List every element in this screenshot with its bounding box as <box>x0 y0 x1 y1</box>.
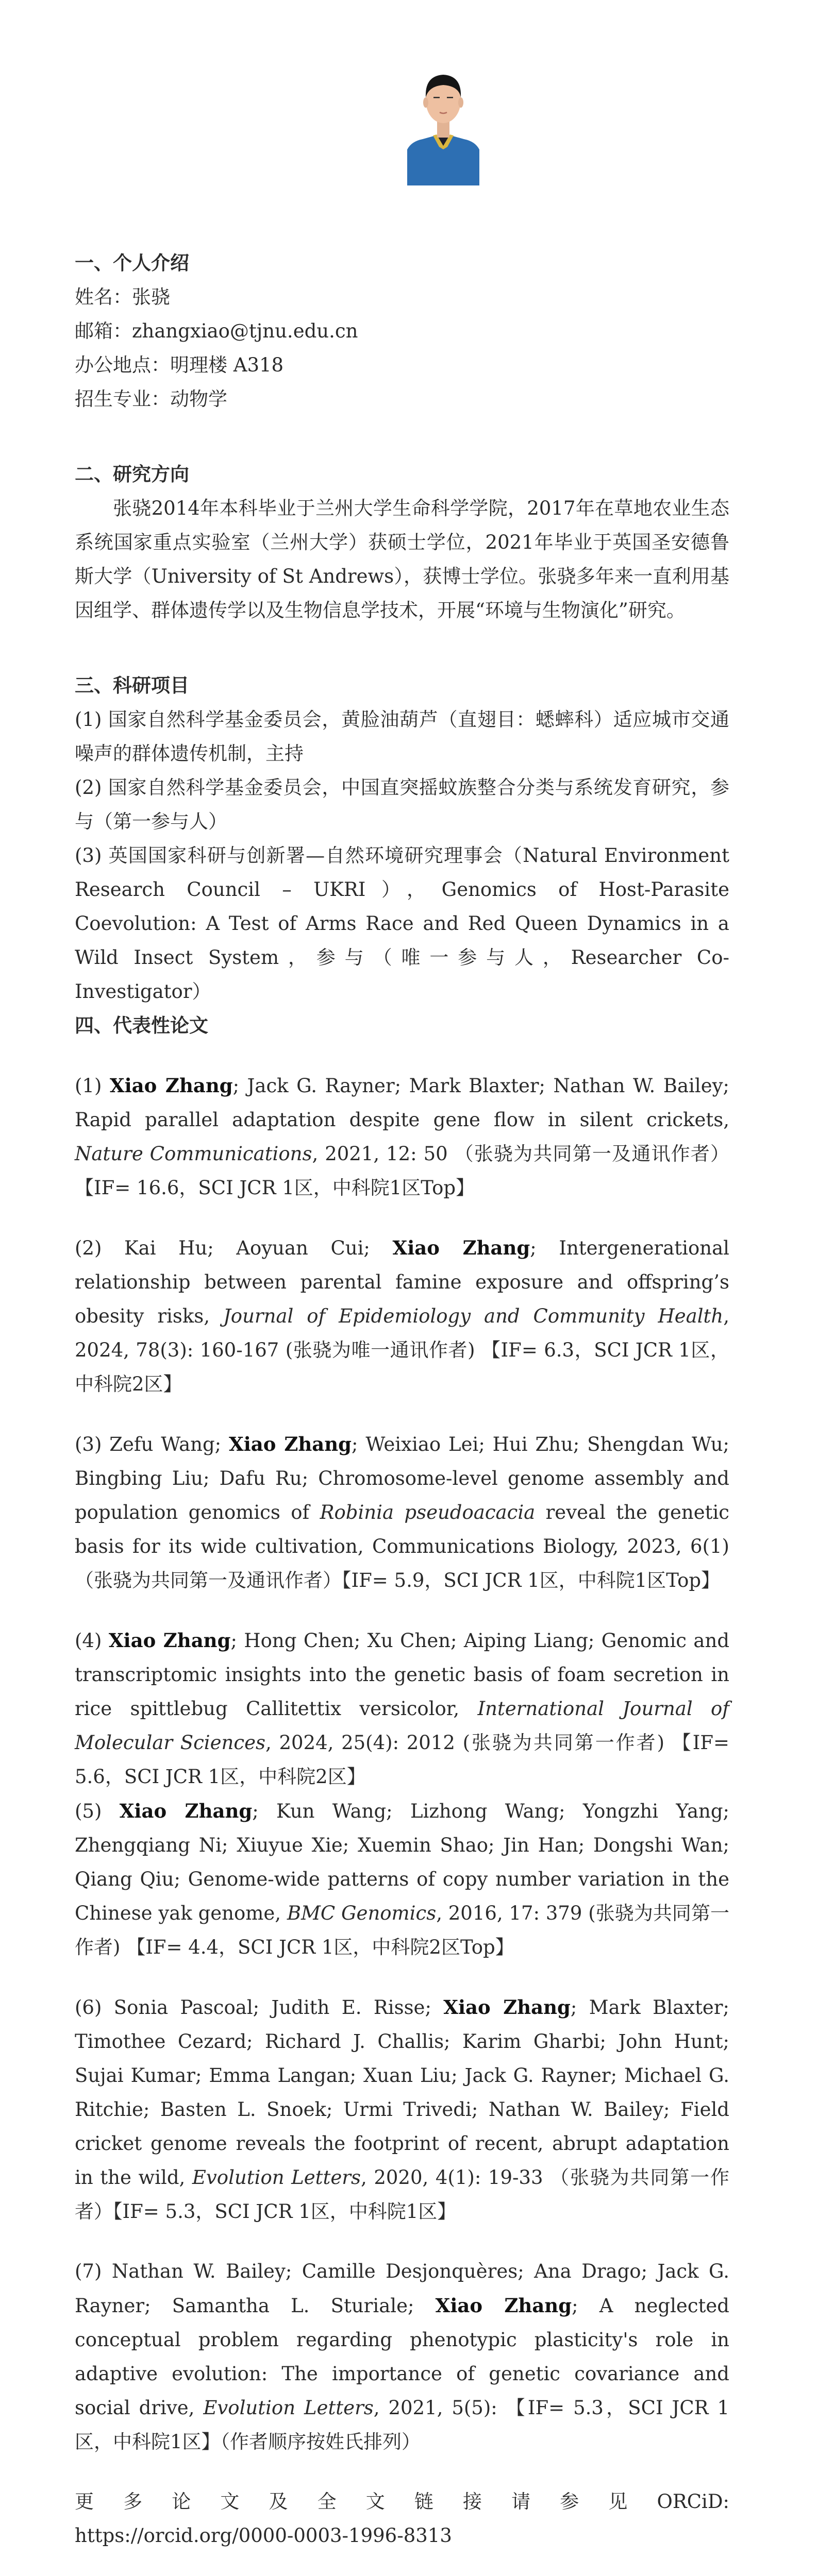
paper-authors-after: ; Kun Wang; Lizhong Wang; Yongzhi Yang; Zhengqiang Ni; Xiuyue Xie; Xuemin Shao; Jin Han; Dongshi Wan; Qiang Qiu; Genome-wide patterns of copy number variation in the Chinese yak genome, <box>75 1800 729 1924</box>
paper-journal: Journal of Epidemiology and Community Health <box>223 1305 724 1327</box>
email-value: zhangxiao@tjnu.edu.cn <box>132 320 358 342</box>
paper-journal: International Journal of Molecular Sciences <box>75 1698 730 1754</box>
name-row <box>75 280 729 314</box>
paper-self-author: Xiao Zhang <box>228 1433 352 1455</box>
paper-authors-after: ; Hong Chen; Xu Chen; Aiping Liang; Genomic and transcriptomic insights into the genetic basis of foam secretion in rice spittlebug Callitettix versicolor, <box>75 1630 730 1720</box>
paper-journal: BMC Genomics <box>287 1902 437 1924</box>
paper-authors-before: (4) <box>75 1630 109 1652</box>
paper-item <box>75 1794 729 1964</box>
paper-authors-before: (2) Kai Hu; Aoyuan Cui; <box>75 1237 393 1259</box>
paper-tail: , 2020, 4(1): 19-33 （张骁为共同第一作者）【IF= 5.3，SCI JCR 1区，中科院1区】 <box>75 2166 730 2223</box>
paper-authors-after: ; Intergenerational relationship between parental famine exposure and offspring’s obesity risks, <box>75 1237 729 1327</box>
paper-journal: Nature Communications <box>75 1143 312 1165</box>
paper-authors-before: (1) <box>75 1075 110 1097</box>
paper-tail: , 2016, 17: 379 (张骁为共同第一作者) 【IF= 4.4，SCI JCR 1区，中科院2区Top】 <box>75 1902 729 1958</box>
office-value: 明理楼 A318 <box>170 354 284 376</box>
paper-item <box>75 2255 729 2459</box>
paper-journal: Evolution Letters <box>192 2166 361 2189</box>
paper-authors-before: (7) Nathan W. Bailey; Camille Desjonquères; Ana Drago; Jack G. Rayner; Samantha L. Sturiale; <box>75 2260 729 2317</box>
office-row <box>75 348 729 382</box>
paper-self-author: Xiao Zhang <box>392 1236 530 1259</box>
paper-item <box>75 1623 729 1794</box>
paper-self-author: Xiao Zhang <box>435 2294 572 2317</box>
project-item: (1) 国家自然科学基金委员会，黄脸油葫芦（直翅目：蟋蟀科）适应城市交通噪声的群体遗传机制，主持 <box>75 708 729 765</box>
major-row <box>75 382 729 416</box>
section-heading-projects: 三、科研项目 <box>75 674 189 697</box>
major-value: 动物学 <box>170 388 227 410</box>
paper-authors-before: (6) Sonia Pascoal; Judith E. Risse; <box>75 1996 444 2019</box>
project-item: (3) 英国国家科研与创新署—自然环境研究理事会（Natural Environment Research Council – UKRI），Genomics of Host-Parasite Coevolution: A Test of Arms Race and Red Queen Dynamics in a Wild Insect System，参与（唯一参与人，Researcher Co- Investigator） <box>75 844 729 1003</box>
paper-journal: Robinia pseudoacacia <box>320 1501 536 1523</box>
office-label: 办公地点： <box>75 354 170 376</box>
paper-authors-after: ; A neglected conceptual problem regarding phenotypic plasticity's role in adaptive evolution: The importance of genetic covariance and social drive, <box>75 2295 729 2419</box>
paper-tail: , 2024, 78(3): 160-167 (张骁为唯一通讯作者) 【IF= 6.3，SCI JCR 1区，中科院2区】 <box>75 1305 729 1395</box>
section-heading-research: 二、研究方向 <box>75 463 189 485</box>
more-papers-text: 更多论文及全文链接请参见ORCiD: <box>75 2490 729 2513</box>
name-label: 姓名： <box>75 286 132 308</box>
paper-item <box>75 1069 729 1205</box>
paper-self-author: Xiao Zhang <box>108 1629 231 1652</box>
major-label: 招生专业： <box>75 388 170 410</box>
paper-authors-before: (3) Zefu Wang; <box>75 1433 229 1455</box>
project-list <box>75 703 729 1009</box>
paper-authors-after: ; Weixiao Lei; Hui Zhu; Shengdan Wu; Bingbing Liu; Dafu Ru; Chromosome-level genome assembly and population genomics of <box>75 1433 729 1523</box>
paper-tail: reveal the genetic basis for its wide cultivation, Communications Biology, 2023, 6(1) （张骁为共同第一及通讯作者）【IF= 5.9，SCI JCR 1区，中科院1区Top】 <box>75 1501 730 1591</box>
paper-authors-before: (5) <box>75 1800 120 1822</box>
paper-tail: , 2024, 25(4): 2012 (张骁为共同第一作者) 【IF= 5.6，SCI JCR 1区，中科院2区】 <box>75 1732 729 1788</box>
profile-photo <box>407 44 479 185</box>
name-value: 张骁 <box>132 286 170 308</box>
email-row <box>75 314 729 348</box>
section-heading-profile: 一、个人介绍 <box>75 252 189 274</box>
paper-item <box>75 1990 729 2229</box>
paper-self-author: Xiao Zhang <box>443 1996 571 2019</box>
paper-item <box>75 1231 729 1401</box>
paper-authors-after: ; Mark Blaxter; Timothee Cezard; Richard J. Challis; Karim Gharbi; John Hunt; Sujai Kumar; Emma Langan; Xuan Liu; Jack G. Rayner; Michael G. Ritchie; Basten L. Snoek; Urmi Trivedi; Nathan W. Bailey; Field cricket genome reveals the footprint of recent, abrupt adaptation in the wild, <box>75 1996 729 2189</box>
paper-tail: , 2021, 5(5): 【IF= 5.3，SCI JCR 1区，中科院1区】（作者顺序按姓氏排列） <box>75 2397 729 2453</box>
research-paragraph: 张骁2014年本科毕业于兰州大学生命科学学院，2017年在草地农业生态系统国家重点实验室（兰州大学）获硕士学位，2021年毕业于英国圣安德鲁斯大学（University of St Andrews），获博士学位。张骁多年来一直利用基因组学、群体遗传学以及生物信息学技术，开展“环境与生物演化”研究。 <box>75 497 729 621</box>
email-label: 邮箱： <box>75 320 132 342</box>
project-item: (2) 国家自然科学基金委员会，中国直突摇蚊族整合分类与系统发育研究，参与（第一参与人） <box>75 776 729 833</box>
paper-self-author: Xiao Zhang <box>119 1800 253 1822</box>
paper-journal: Evolution Letters <box>203 2397 374 2419</box>
paper-tail: , 2021, 12: 50 （张骁为共同第一及通讯作者）【IF= 16.6，SCI JCR 1区，中科院1区Top】 <box>75 1143 729 1199</box>
profile-content <box>75 246 729 2576</box>
orcid-link[interactable]: https://orcid.org/0000-0003-1996-8313 <box>75 2524 452 2547</box>
paper-authors-after: ; Jack G. Rayner; Mark Blaxter; Nathan W. Bailey; Rapid parallel adaptation despite gene flow in silent crickets, <box>75 1075 729 1131</box>
section-heading-papers: 四、代表性论文 <box>75 1014 208 1037</box>
paper-self-author: Xiao Zhang <box>109 1074 233 1097</box>
paper-item <box>75 1427 729 1598</box>
